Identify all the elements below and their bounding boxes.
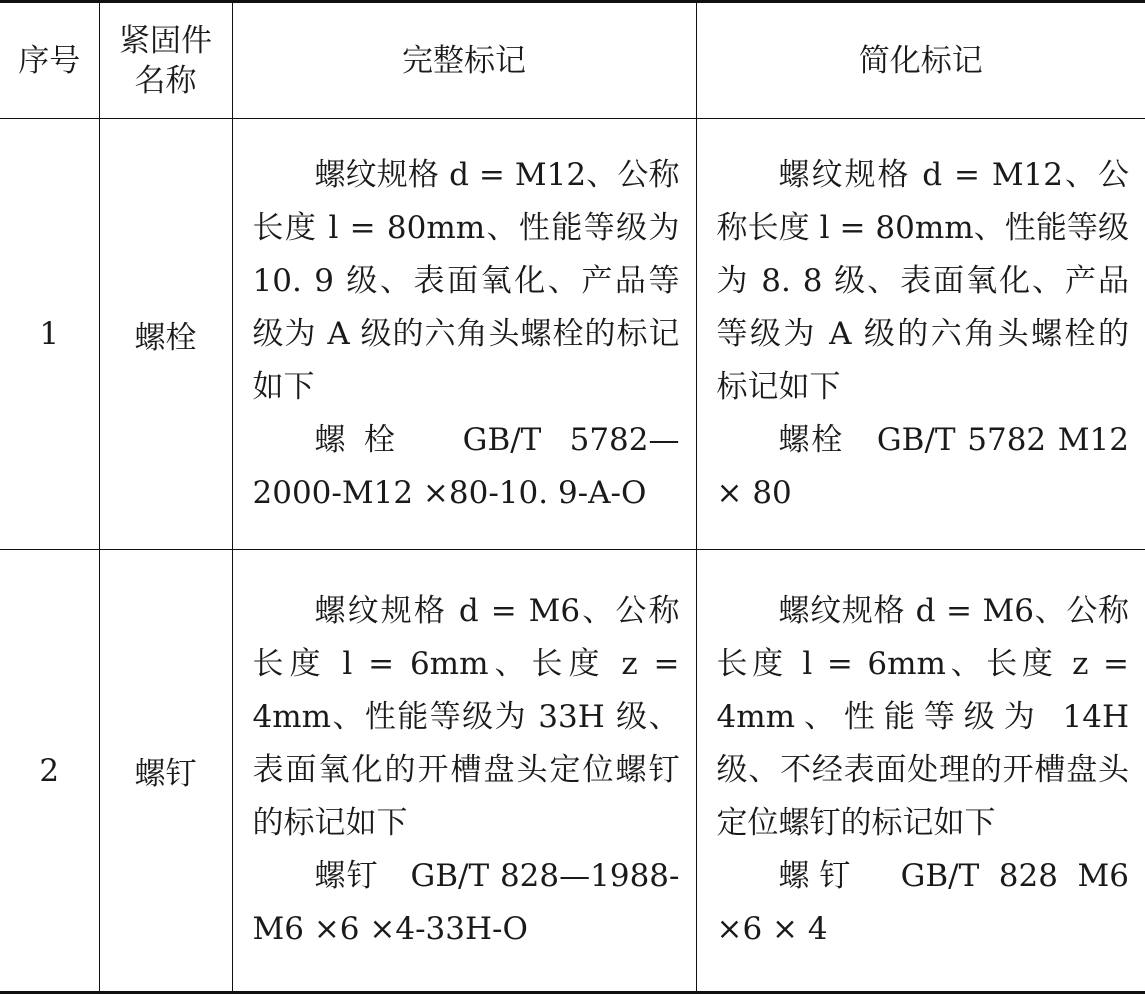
row-fastener-name: 螺栓	[99, 119, 232, 550]
header-simple-marking: 简化标记	[696, 2, 1145, 119]
header-name-line1: 紧固件	[119, 22, 212, 59]
full-marking-code: 螺钉 GB/T 828—1988-M6 ×6 ×4-33H-O	[252, 858, 680, 947]
header-full-marking: 完整标记	[232, 2, 696, 119]
row-fastener-name: 螺钉	[99, 550, 232, 993]
header-fastener-name	[99, 2, 232, 119]
row-full-marking	[232, 550, 696, 993]
table-row	[0, 550, 1145, 993]
row-index: 1	[0, 119, 99, 550]
full-marking-description: 螺纹规格 d = M6、公称长度 l = 6mm、长度 z = 4mm、性能等级为 33H 级、表面氧化的开槽盘头定位螺钉的标记如下	[252, 593, 680, 841]
full-marking-code: 螺栓 GB/T 5782—2000-M12 ×80-10. 9-A-O	[252, 421, 680, 511]
full-marking-description: 螺纹规格 d = M12、公称长度 l = 80mm、性能等级为 10. 9 级、表面氧化、产品等级为 A 级的六角头螺栓的标记如下	[252, 156, 680, 405]
row-index: 2	[0, 550, 99, 993]
simple-marking-code: 螺栓 GB/T 5782 M12 × 80	[716, 421, 1129, 511]
simple-marking-description: 螺纹规格 d = M6、公称长度 l = 6mm、长度 z = 4mm、性能等级为 14H 级、不经表面处理的开槽盘头定位螺钉的标记如下	[716, 593, 1129, 841]
table-row	[0, 119, 1145, 550]
simple-marking-description: 螺纹规格 d = M12、公称长度 l = 80mm、性能等级为 8. 8 级、表面氧化、产品等级为 A 级的六角头螺栓的标记如下	[716, 156, 1129, 405]
row-full-marking	[232, 119, 696, 550]
row-simple-marking	[696, 119, 1145, 550]
simple-marking-code: 螺钉 GB/T 828 M6 ×6 × 4	[716, 858, 1129, 947]
row-simple-marking	[696, 550, 1145, 993]
header-row	[0, 2, 1145, 119]
header-index: 序号	[0, 2, 99, 119]
table-header	[0, 2, 1145, 119]
header-name-line2: 名称	[134, 62, 197, 99]
